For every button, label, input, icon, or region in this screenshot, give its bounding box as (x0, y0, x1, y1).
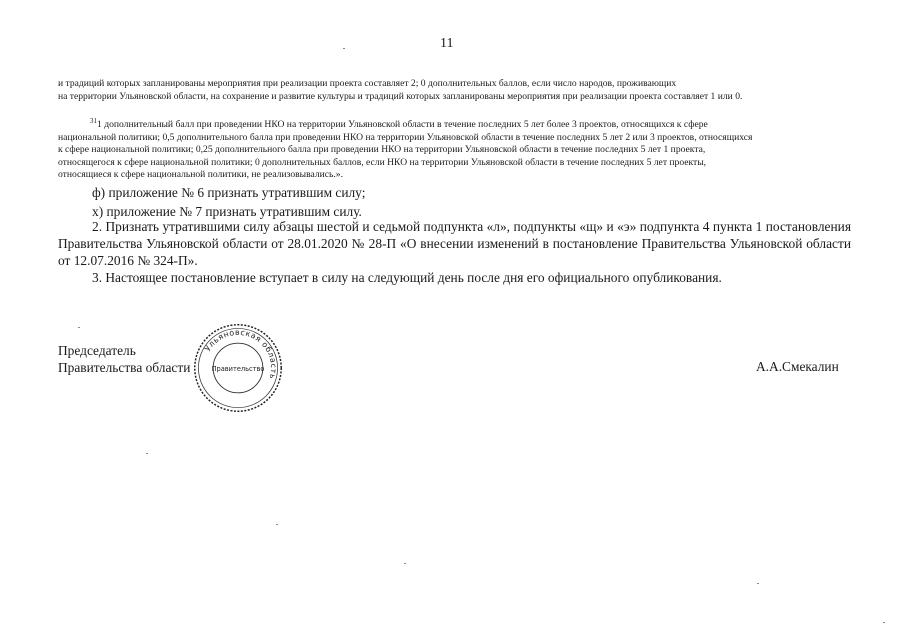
footnote-line: относящегося к сфере национальной политики; 0 дополнительных баллов, если НКО на территории Ульяновской области в течение последних 5 лет проекты, (58, 156, 707, 168)
footnote-line: и традиций которых запланированы мероприятия при реализации проекта составляет 2; 0 дополнительных баллов, если число народов, проживающих (58, 78, 677, 89)
footnote-continuation (58, 78, 848, 103)
footnote-line: относящиеся к сфере национальной политики, не реализовывались.». (58, 169, 343, 181)
scan-speck (404, 563, 406, 564)
official-seal (192, 322, 284, 414)
seal-ring-text: Ульяновская область (203, 327, 279, 381)
footnote-line (58, 115, 848, 132)
scan-speck (78, 327, 80, 328)
footnote-line: национальной политики; 0,5 дополнительного балла при проведении НКО на территории Ульяновской области в течение последних 5 лет 2 или 3 проектов, относящихся (58, 131, 753, 143)
footnote-line: на территории Ульяновской области, на сохранение и развитие культуры и традиций которых запланированы мероприятия при реализации проекта составляет 1 или 0. (58, 90, 743, 102)
footnote-line: к сфере национальной политики; 0,25 дополнительного балла при проведении НКО на территории Ульяновской области в течение последних 5 лет 1 проекта, (58, 144, 706, 156)
signature-name: А.А.Смекалин (756, 359, 839, 374)
footnote-31 (58, 115, 848, 182)
signature-title-line2: Правительства области (58, 359, 191, 375)
footnote-mark: 31 (90, 117, 97, 125)
scan-speck (757, 583, 759, 584)
page-number: 11 (440, 36, 454, 51)
signature-title-line1: Председатель (58, 343, 136, 358)
scan-speck (276, 524, 278, 525)
paragraph-3: 3. Настоящее постановление вступает в силу на следующий день после дня его официального опубликования. (92, 270, 722, 285)
item-h: х) приложение № 7 признать утратившим силу. (92, 204, 362, 219)
paragraph-2: 2. Признать утратившими силу абзацы шестой и седьмой подпункта «л», подпункты «щ» и «э» подпункта 4 пункта 1 постановления Правительства Ульяновской области от 28.01.2020 № 28-П «О внесении изменений в постановление Правительства Ульяновской области от 12.07.2016 № 324-П». (58, 219, 851, 269)
scan-speck (883, 622, 885, 623)
seal-center-text: Правительство (211, 364, 265, 373)
footnote-text: 1 дополнительный балл при проведении НКО на территории Ульяновской области в течение последних 5 лет более 3 проектов, относящихся к сфере (97, 119, 708, 131)
scan-speck (146, 453, 148, 454)
signature-title (58, 343, 190, 376)
item-f: ф) приложение № 6 признать утратившим силу; (92, 185, 366, 200)
scan-speck (343, 48, 345, 49)
